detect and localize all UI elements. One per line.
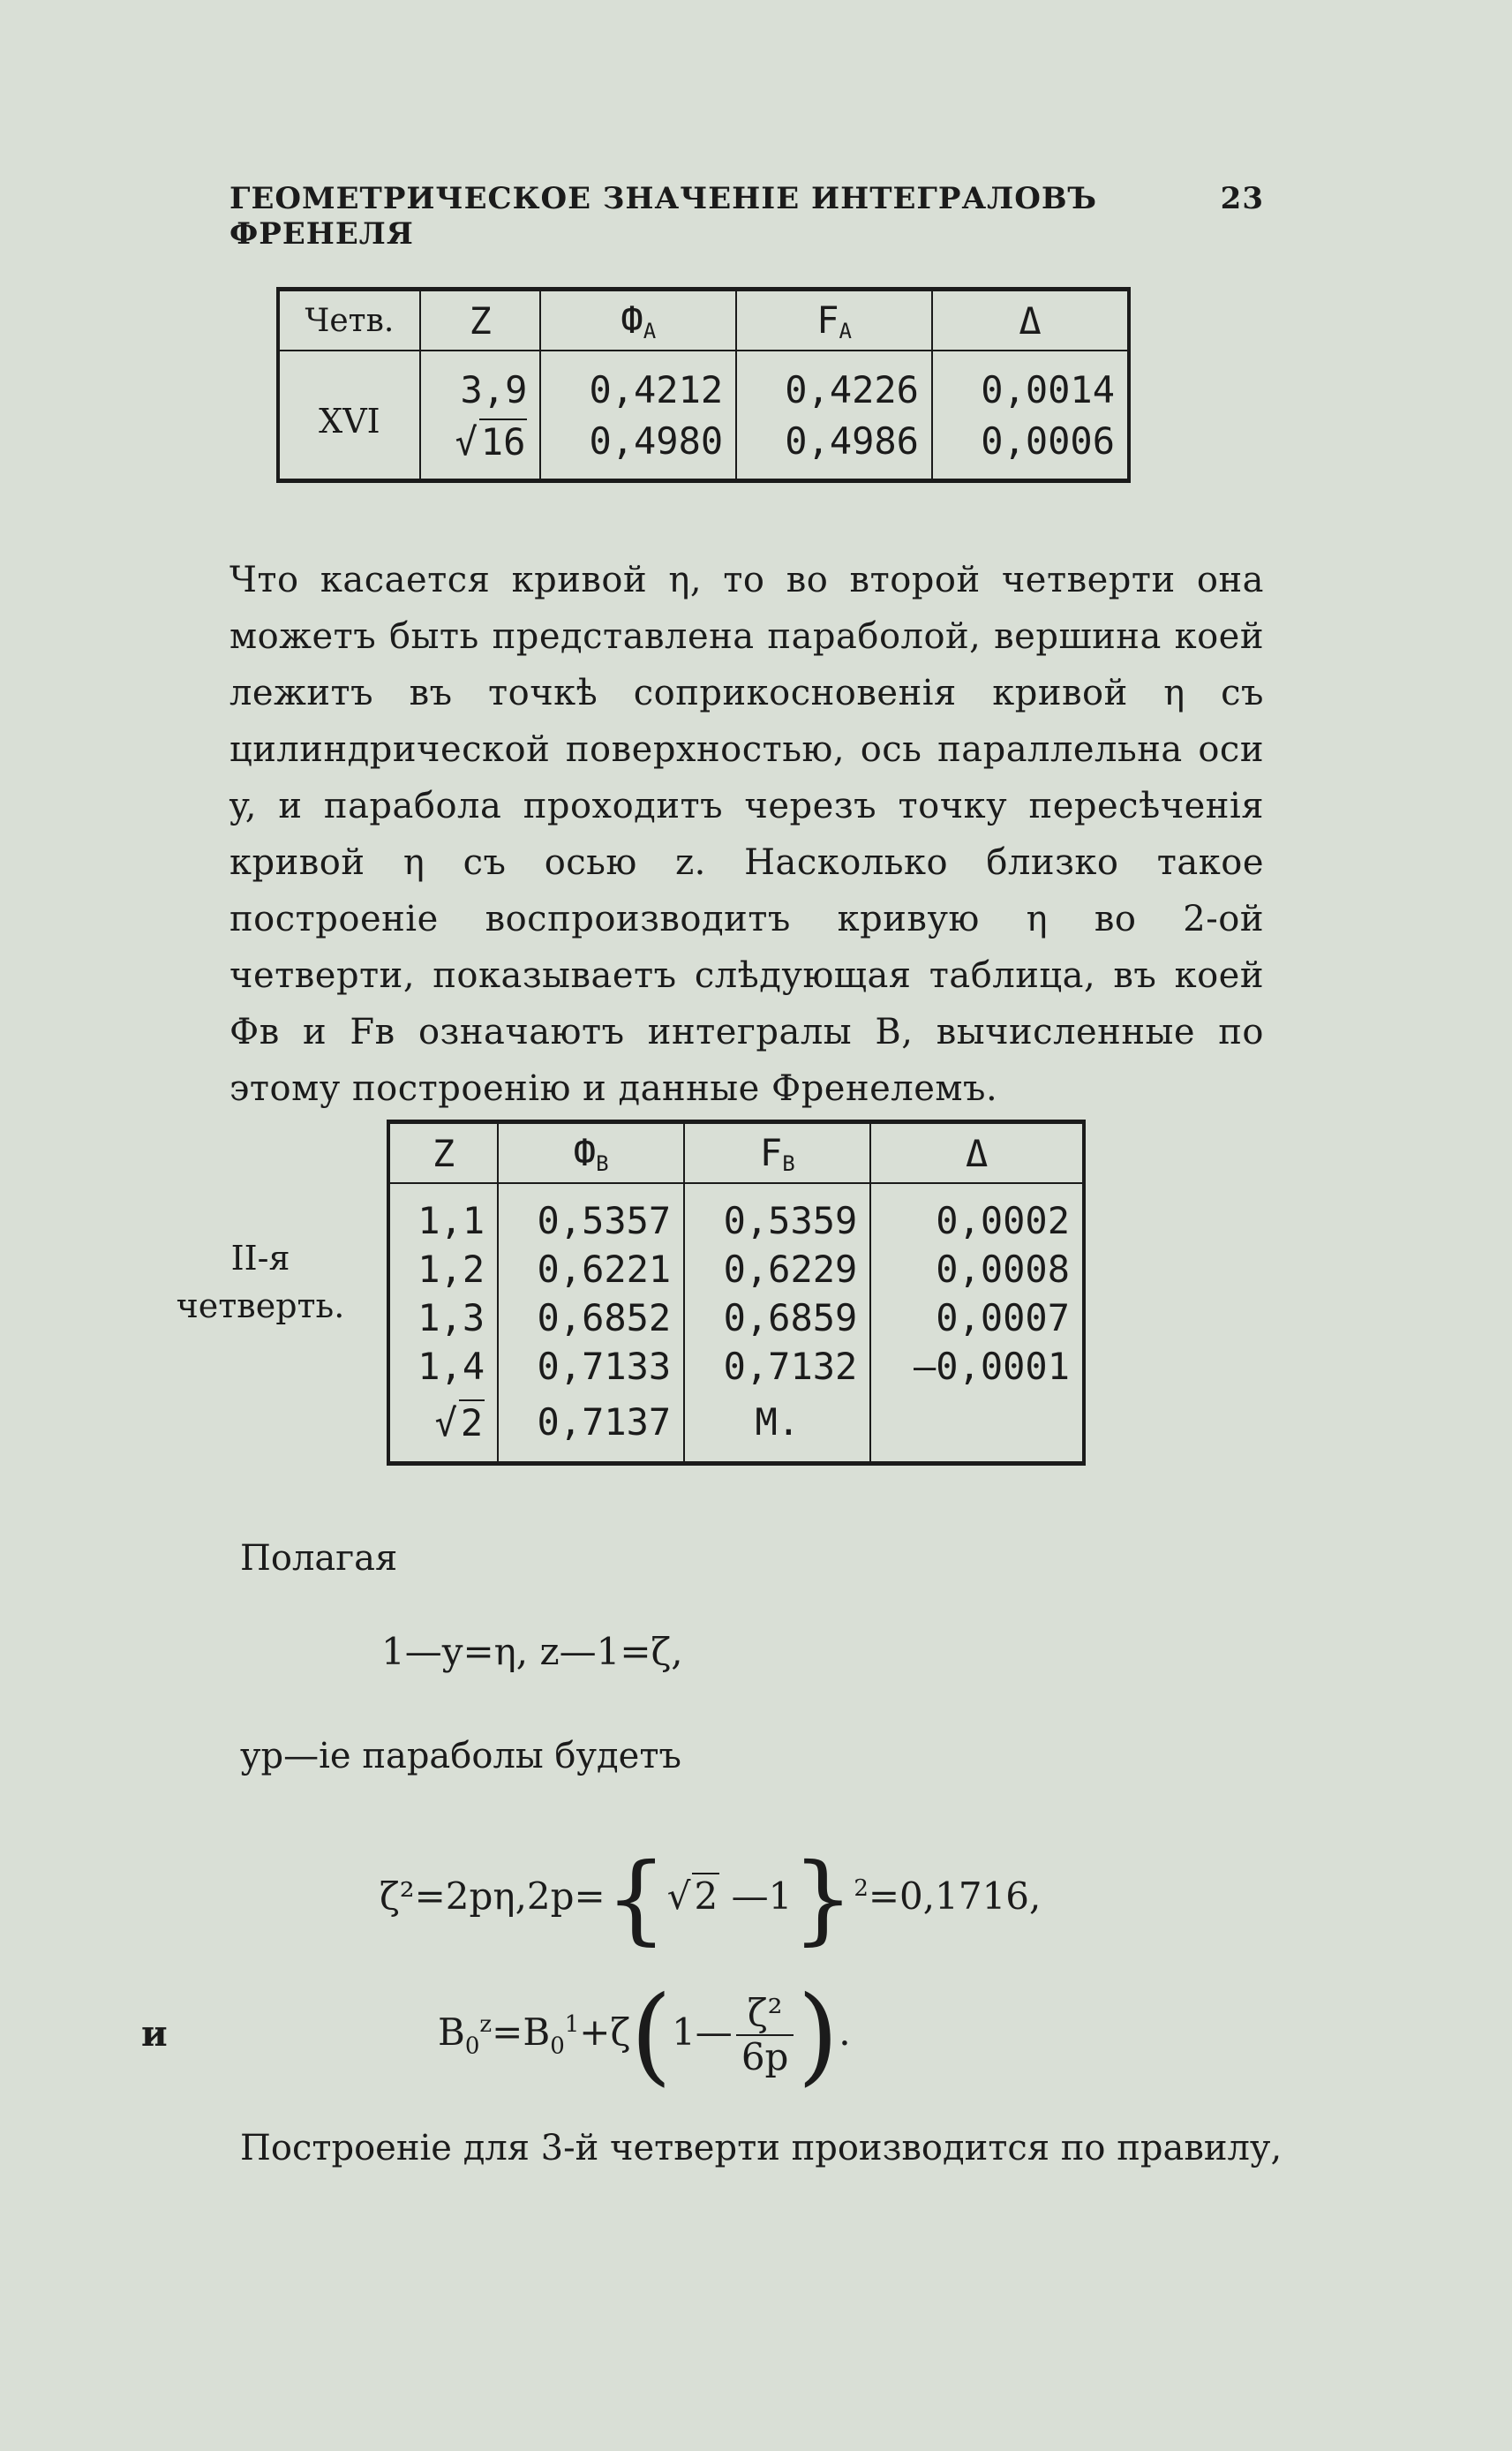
cell-delta: 0,0014 bbox=[932, 351, 1129, 415]
eq-parabola-left: ζ²=2pη,2p= bbox=[380, 1874, 606, 1918]
header-f-a bbox=[736, 290, 932, 351]
eq-parabola-minus: —1 bbox=[731, 1874, 793, 1918]
cell-z: 1,3 bbox=[417, 1296, 485, 1339]
side-label-line-2: четверть. bbox=[176, 1286, 345, 1325]
cell-delta: 0,0006 bbox=[932, 415, 1129, 481]
header-phi-sub: B bbox=[596, 1150, 609, 1176]
running-head bbox=[229, 181, 1264, 252]
cell-phi: 0,7133 bbox=[498, 1342, 684, 1391]
formula-substitution: 1—y=η, z—1=ζ, bbox=[381, 1630, 683, 1673]
cell-delta bbox=[870, 1391, 1084, 1464]
table-row bbox=[388, 1293, 1084, 1342]
cell-phi: 0,4980 bbox=[540, 415, 736, 481]
cell-delta: 0,0008 bbox=[870, 1245, 1084, 1293]
eq-b-sup2: 1 bbox=[564, 2011, 580, 2038]
header-phi-main: Ф bbox=[573, 1130, 597, 1174]
text-parabola-intro: ур—іе параболы будетъ bbox=[240, 1736, 681, 1776]
text-and: и bbox=[141, 2013, 168, 2055]
header-delta: Δ bbox=[932, 290, 1129, 351]
cell-z: 3,9 bbox=[420, 351, 541, 415]
paren-close: ) bbox=[797, 1974, 839, 2097]
cell-z: 1,1 bbox=[417, 1199, 485, 1242]
sqrt-radicand: 2 bbox=[460, 1400, 484, 1444]
side-label-line-1: II-я bbox=[230, 1239, 290, 1278]
body-paragraph bbox=[229, 552, 1264, 1117]
eq-parabola-exp: 2 bbox=[854, 1875, 869, 1902]
sqrt-symbol: √16 bbox=[455, 419, 526, 464]
header-delta: Δ bbox=[870, 1122, 1084, 1184]
page-number: 23 bbox=[1220, 181, 1264, 216]
header-z: Z bbox=[420, 290, 541, 351]
cell-f: 0,6229 bbox=[684, 1245, 870, 1293]
table-row bbox=[388, 1391, 1084, 1464]
sqrt-radicand: 2 bbox=[694, 1874, 718, 1918]
header-phi-main: Ф bbox=[621, 298, 643, 342]
header-phi-sub: A bbox=[643, 318, 657, 343]
cell-f: M. bbox=[684, 1391, 870, 1464]
header-f-main: F bbox=[759, 1130, 783, 1174]
table-second-quarter bbox=[387, 1120, 1086, 1466]
eq-b-one-minus: 1— bbox=[672, 2010, 733, 2054]
cell-z: 1,2 bbox=[417, 1248, 485, 1291]
eq-b-left: B bbox=[438, 2010, 465, 2054]
eq-parabola-right: =0,1716, bbox=[868, 1874, 1042, 1918]
brace-close: } bbox=[792, 1842, 854, 1955]
eq-b-sup1: z bbox=[479, 2011, 493, 2038]
cell-z: 1,4 bbox=[417, 1345, 485, 1388]
paren-open: ( bbox=[630, 1974, 673, 2097]
sqrt-symbol: √2 bbox=[434, 1400, 484, 1444]
cell-delta: 0,0002 bbox=[870, 1183, 1084, 1245]
header-f-sub: A bbox=[839, 318, 852, 343]
eq-b-mid: =B bbox=[492, 2010, 551, 2054]
paragraph-text: Что касается кривой η, то во второй четверти она можетъ быть представлена параболой, вершина коей лежитъ въ точкѣ соприкосновенія кривой η съ цилиндрической поверхностью, ось параллельна оси y, и парабола проходитъ черезъ точку пересѣченія кривой η съ осью z. Насколько близко такое построеніе воспроизводитъ кривую η во 2-ой четверти, показываетъ слѣдующая таблица, въ коей Фв и Fв означаютъ интегралы B, вычисленные по этому построенію и данные Френелемъ. bbox=[229, 560, 1264, 1109]
quarter-label: XVI bbox=[319, 402, 380, 441]
header-f-sub: B bbox=[782, 1150, 795, 1176]
header-f-main: F bbox=[816, 298, 839, 342]
cell-f: 0,7132 bbox=[684, 1342, 870, 1391]
eq-b-sub2: 0 bbox=[550, 2032, 565, 2060]
sqrt-symbol: √2 bbox=[666, 1874, 718, 1918]
cell-delta: 0,0007 bbox=[870, 1293, 1084, 1342]
cell-f: 0,4986 bbox=[736, 415, 932, 481]
fraction-numerator: ζ² bbox=[736, 1992, 794, 2036]
eq-b-sub1: 0 bbox=[464, 2032, 480, 2060]
header-z: Z bbox=[388, 1122, 498, 1184]
formula-b bbox=[438, 1974, 851, 2097]
table-row bbox=[388, 1245, 1084, 1293]
fraction-denominator: 6p bbox=[741, 2035, 789, 2078]
table-row bbox=[278, 351, 1129, 415]
cell-f: 0,5359 bbox=[684, 1183, 870, 1245]
cell-phi: 0,7137 bbox=[498, 1391, 684, 1464]
header-phi-b bbox=[498, 1122, 684, 1184]
table-quarter-xvi bbox=[276, 287, 1131, 483]
cell-f: 0,6859 bbox=[684, 1293, 870, 1342]
header-f-b bbox=[684, 1122, 870, 1184]
eq-b-end: . bbox=[839, 2010, 851, 2054]
side-label bbox=[168, 1234, 353, 1330]
table-row bbox=[388, 1183, 1084, 1245]
fraction bbox=[736, 1992, 794, 2079]
table-row bbox=[388, 1342, 1084, 1391]
cell-delta: —0,0001 bbox=[870, 1342, 1084, 1391]
cell-z-sqrt bbox=[420, 415, 541, 481]
text-polagaya: Полагая bbox=[240, 1538, 398, 1579]
cell-phi: 0,6852 bbox=[498, 1293, 684, 1342]
formula-parabola bbox=[380, 1842, 1041, 1955]
sqrt-radicand: 16 bbox=[480, 419, 526, 464]
brace-open: { bbox=[605, 1842, 667, 1955]
running-title: ГЕОМЕТРИЧЕСКОЕ ЗНАЧЕНІЕ ИНТЕГРАЛОВЪ ФРЕНЕЛЯ bbox=[229, 181, 1098, 252]
cell-z-sqrt bbox=[388, 1391, 498, 1464]
header-phi-a bbox=[540, 290, 736, 351]
text-closing: Построеніе для 3-й четверти производится по правилу, bbox=[240, 2128, 1283, 2168]
cell-f: 0,4226 bbox=[736, 351, 932, 415]
cell-phi: 0,4212 bbox=[540, 351, 736, 415]
eq-b-plus: +ζ bbox=[579, 2010, 631, 2054]
header-quarter: Четв. bbox=[278, 290, 420, 351]
cell-phi: 0,6221 bbox=[498, 1245, 684, 1293]
cell-phi: 0,5357 bbox=[498, 1183, 684, 1245]
